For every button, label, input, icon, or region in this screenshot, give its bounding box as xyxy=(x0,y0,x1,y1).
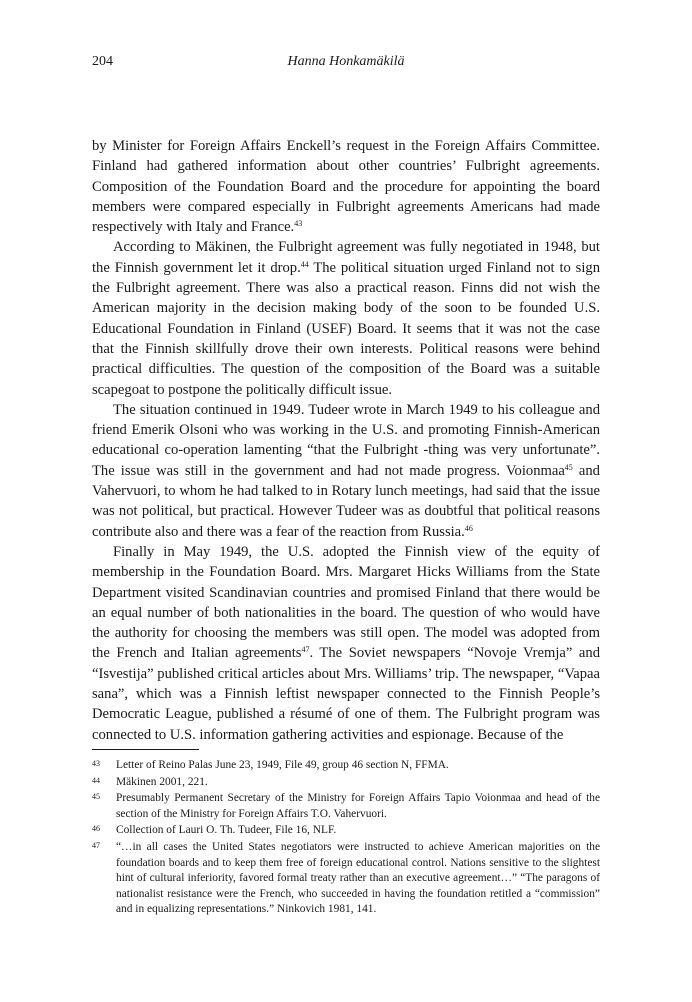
body-paragraph xyxy=(92,400,600,542)
paragraph-text: . The Soviet newspapers “Novoje Vremja” and “Isvestija” published critical articles about Mrs. Williams’ trip. The newspaper, “Vapaa sana”, which was a Finnish leftist newspaper connected to the Finnish People’s Democratic League, published a résumé of one of them. The Fulbright program was connected to U.S. information gathering activities and espionage. Because of the xyxy=(92,645,600,743)
page-header xyxy=(92,54,600,74)
paragraph-text: The situation continued in 1949. Tudeer wrote in March 1949 to his colleague and friend Emerik Olsoni who was working in the U.S. and promoting Finnish-American educational co-operation lamenting “that the Fulbright -thing was very unfortunate”. The issue was still in the government and had not made progress. Voionmaa xyxy=(92,401,600,479)
footnote-text: Presumably Permanent Secretary of the Ministry for Foreign Affairs Tapio Voionmaa and head of the section of the Ministry for Foreign Affairs T.O. Vahervuori. xyxy=(116,792,600,820)
paragraph-text: According to Mäkinen, the Fulbright agreement was fully negotiated in 1948, but the Finnish government let it drop. xyxy=(92,239,600,276)
paragraph-text: The political situation urged Finland not to sign the Fulbright agreement. There was also a practical reason. Finns did not wish the American majority in the decision making body of the soon to be founded U.S. Educational Foundation in Finland (USEF) Board. It seems that it was not the case that the Finnish skillfully drove their own interests. Political reasons were behind practical difficulties. The question of the composition of the Board was a suitable scapegoat to postpone the politically difficult issue. xyxy=(92,259,600,398)
footnote-reference: 43 xyxy=(294,219,303,229)
footnotes xyxy=(92,758,600,919)
footnote-text: “…in all cases the United States negotiators were instructed to achieve American majorities on the foundation boards and to keep them free of foreign educational control. Nations sensitive to the slightest hint of cultural inferiority, favored formal treaty rather than an executive agreement…” “The paragons of nationalist resistance were the French, who succeeded in having the foundation retitled a “commission” and in equalizing representations.” Ninkovich 1981, 141. xyxy=(116,840,600,916)
body-text xyxy=(92,136,600,745)
footnote-text: Collection of Lauri O. Th. Tudeer, File 16, NLF. xyxy=(116,824,337,837)
footnote xyxy=(92,791,600,822)
footnote xyxy=(92,823,600,839)
paragraph-text: and Vahervuori, to whom he had talked to in Rotary lunch meetings, had said that the issue was not political, but practical. However Tudeer was as doubtful that political reasons contribute also and there was a fear of the reaction from Russia. xyxy=(92,462,600,540)
footnote-number: 46 xyxy=(92,824,100,834)
paragraph-text: by Minister for Foreign Affairs Enckell’s request in the Foreign Affairs Committee. Finland had gathered information about other countries’ Fulbright agreements. Composition of the Foundation Board and the procedure for appointing the board members were compared especially in Fulbright agreements Americans had made respectively with Italy and France. xyxy=(92,138,600,236)
footnote xyxy=(92,758,600,774)
footnote-number: 43 xyxy=(92,759,100,768)
footnote-number: 45 xyxy=(92,792,100,802)
body-paragraph xyxy=(92,542,600,745)
footnote-number: 47 xyxy=(92,840,100,850)
footnote-separator xyxy=(92,749,199,750)
footnote-number: 44 xyxy=(92,775,100,785)
footnote xyxy=(92,775,600,791)
body-paragraph xyxy=(92,136,600,237)
page-number: 204 xyxy=(92,54,113,69)
paragraph-text: Finally in May 1949, the U.S. adopted the Finnish view of the equity of membership in the Foundation Board. Mrs. Margaret Hicks Williams from the State Department visited Scandinavian countries and promised Finland that there would be an equal number of both nationalities in the board. The question of who would have the authority for choosing the members was still open. The model was adopted from the French and Italian agreements xyxy=(92,543,600,662)
footnote-reference: 46 xyxy=(464,523,473,533)
footnote-reference: 45 xyxy=(564,462,573,472)
footnote-text: Letter of Reino Palas June 23, 1949, File 49, group 46 section N, FFMA. xyxy=(116,759,449,771)
footnote-reference: 47 xyxy=(301,645,310,655)
footnote-text: Mäkinen 2001, 221. xyxy=(116,775,208,788)
body-paragraph xyxy=(92,237,600,399)
running-head: Hanna Honkamäkilä xyxy=(287,54,405,69)
footnote xyxy=(92,840,600,918)
footnote-reference: 44 xyxy=(300,259,309,269)
